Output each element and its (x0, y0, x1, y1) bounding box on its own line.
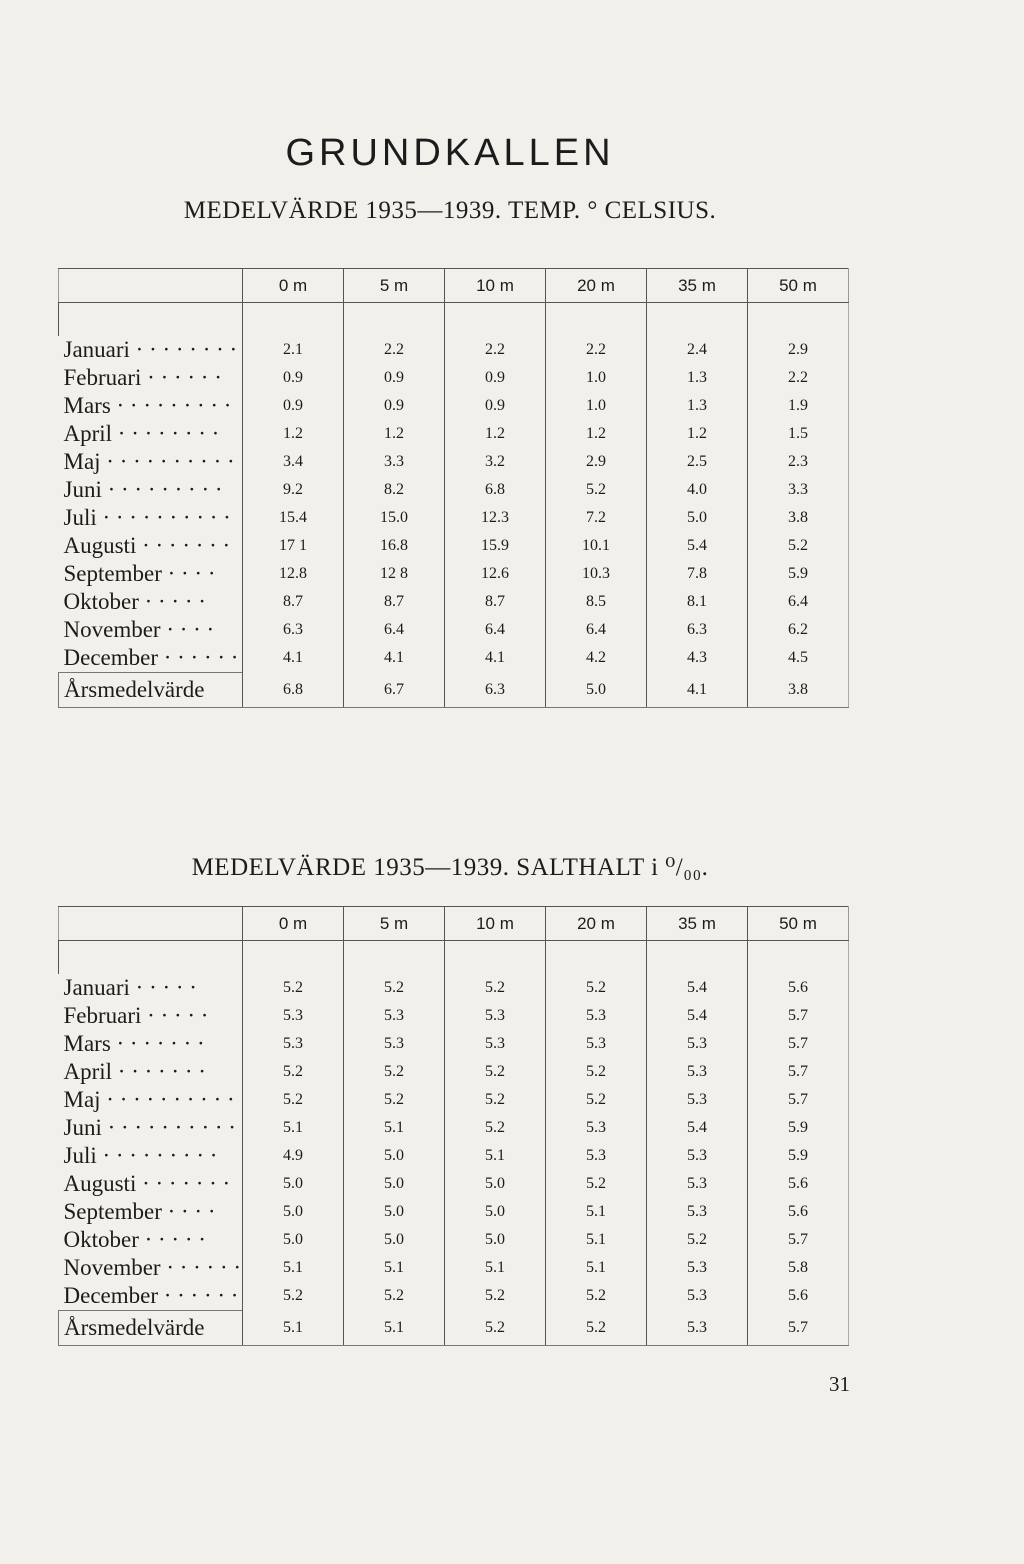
value-cell: 0.9 (445, 392, 546, 420)
month-label: Mars · · · · · · · (63, 1031, 205, 1056)
value-cell: 5.6 (748, 1170, 849, 1198)
value-cell: 6.4 (546, 616, 647, 644)
value-cell: 1.2 (546, 420, 647, 448)
value-cell: 0.9 (344, 392, 445, 420)
annual-value-cell: 6.7 (344, 673, 445, 708)
value-cell: 5.4 (647, 974, 748, 1002)
spacer-row (59, 303, 849, 337)
value-cell: 8.5 (546, 588, 647, 616)
value-cell: 5.2 (243, 1058, 344, 1086)
annual-value-cell: 5.3 (647, 1311, 748, 1346)
value-cell: 5.3 (445, 1002, 546, 1030)
table-row (59, 1114, 849, 1142)
value-cell: 6.2 (748, 616, 849, 644)
month-label: December · · · · · · (63, 645, 239, 670)
value-cell: 15.9 (445, 532, 546, 560)
month-label: April · · · · · · · (63, 1059, 206, 1084)
month-label: Juli · · · · · · · · · · (63, 505, 231, 530)
value-cell: 5.0 (344, 1142, 445, 1170)
value-cell: 5.0 (344, 1198, 445, 1226)
value-cell: 0.9 (445, 364, 546, 392)
value-cell: 1.5 (748, 420, 849, 448)
value-cell: 5.3 (243, 1030, 344, 1058)
annual-value-cell: 5.1 (243, 1311, 344, 1346)
value-cell: 5.9 (748, 560, 849, 588)
value-cell: 7.2 (546, 504, 647, 532)
value-cell: 5.3 (344, 1002, 445, 1030)
spacer-cell (546, 303, 647, 337)
month-label: Mars · · · · · · · · · (63, 393, 232, 418)
value-cell: 5.2 (243, 1086, 344, 1114)
value-cell: 5.3 (647, 1058, 748, 1086)
column-header: 35 m (647, 907, 748, 941)
value-cell: 5.3 (243, 1002, 344, 1030)
value-cell: 5.0 (445, 1170, 546, 1198)
annual-label: Årsmedelvärde (59, 673, 243, 708)
value-cell: 5.8 (748, 1254, 849, 1282)
value-cell: 1.2 (243, 420, 344, 448)
value-cell: 5.2 (546, 476, 647, 504)
annual-label: Årsmedelvärde (59, 1311, 243, 1346)
month-label: Juni · · · · · · · · · (63, 477, 223, 502)
table-row (59, 1058, 849, 1086)
value-cell: 1.3 (647, 364, 748, 392)
spacer-cell (647, 303, 748, 337)
month-label: November · · · · (63, 617, 215, 642)
value-cell: 3.4 (243, 448, 344, 476)
value-cell: 4.3 (647, 644, 748, 673)
value-cell: 5.1 (445, 1142, 546, 1170)
table-row (59, 1198, 849, 1226)
value-cell: 5.0 (243, 1226, 344, 1254)
value-cell: 3.3 (344, 448, 445, 476)
table-row (59, 448, 849, 476)
value-cell: 2.9 (546, 448, 647, 476)
annual-value-cell: 6.3 (445, 673, 546, 708)
value-cell: 2.9 (748, 336, 849, 364)
value-cell: 2.4 (647, 336, 748, 364)
column-header: 50 m (748, 269, 849, 303)
value-cell: 5.0 (445, 1226, 546, 1254)
month-label: Maj · · · · · · · · · · (63, 449, 235, 474)
month-label: September · · · · (63, 1199, 216, 1224)
spacer-cell (243, 941, 344, 975)
value-cell: 4.1 (445, 644, 546, 673)
value-cell: 4.5 (748, 644, 849, 673)
value-cell: 5.1 (344, 1254, 445, 1282)
table-row (59, 1170, 849, 1198)
value-cell: 5.6 (748, 1198, 849, 1226)
month-label: Januari · · · · · (63, 975, 197, 1000)
page-number: 31 (829, 1372, 850, 1396)
value-cell: 2.2 (344, 336, 445, 364)
spacer-cell (445, 303, 546, 337)
table-row (59, 1226, 849, 1254)
column-header: 5 m (344, 907, 445, 941)
month-label: Juli · · · · · · · · · (63, 1143, 218, 1168)
table-row (59, 1086, 849, 1114)
value-cell: 5.2 (647, 1226, 748, 1254)
value-cell: 5.4 (647, 532, 748, 560)
table-row (59, 476, 849, 504)
value-cell: 5.3 (647, 1282, 748, 1311)
value-cell: 5.9 (748, 1142, 849, 1170)
value-cell: 2.1 (243, 336, 344, 364)
table-row (59, 1142, 849, 1170)
spacer-cell (546, 941, 647, 975)
value-cell: 5.7 (748, 1030, 849, 1058)
value-cell: 5.3 (445, 1030, 546, 1058)
value-cell: 17 1 (243, 532, 344, 560)
spacer-cell (59, 303, 243, 337)
value-cell: 15.0 (344, 504, 445, 532)
table-row (59, 1254, 849, 1282)
value-cell: 5.3 (647, 1030, 748, 1058)
value-cell: 5.7 (748, 1086, 849, 1114)
month-label: Oktober · · · · · (63, 589, 206, 614)
table-row (59, 364, 849, 392)
value-cell: 5.7 (748, 1226, 849, 1254)
month-label: Maj · · · · · · · · · · (63, 1087, 235, 1112)
spacer-cell (344, 303, 445, 337)
value-cell: 5.1 (445, 1254, 546, 1282)
value-cell: 5.3 (546, 1030, 647, 1058)
value-cell: 5.2 (748, 532, 849, 560)
value-cell: 8.2 (344, 476, 445, 504)
value-cell: 0.9 (243, 364, 344, 392)
value-cell: 5.3 (647, 1198, 748, 1226)
value-cell: 4.9 (243, 1142, 344, 1170)
column-header: 0 m (243, 269, 344, 303)
value-cell: 4.1 (344, 644, 445, 673)
month-label: Januari · · · · · · · · (63, 337, 238, 362)
value-cell: 5.1 (546, 1226, 647, 1254)
table-row (59, 1002, 849, 1030)
value-cell: 5.3 (546, 1142, 647, 1170)
value-cell: 16.8 (344, 532, 445, 560)
annual-value-cell: 5.2 (445, 1311, 546, 1346)
value-cell: 7.8 (647, 560, 748, 588)
value-cell: 6.4 (344, 616, 445, 644)
month-label: April · · · · · · · · (63, 421, 220, 446)
value-cell: 3.3 (748, 476, 849, 504)
annual-value-cell: 5.1 (344, 1311, 445, 1346)
table-row (59, 974, 849, 1002)
value-cell: 0.9 (243, 392, 344, 420)
value-cell: 9.2 (243, 476, 344, 504)
value-cell: 5.0 (344, 1170, 445, 1198)
header-label-cell (59, 269, 243, 303)
value-cell: 5.7 (748, 1058, 849, 1086)
value-cell: 12 8 (344, 560, 445, 588)
value-cell: 5.3 (344, 1030, 445, 1058)
annual-value-cell: 4.1 (647, 673, 748, 708)
value-cell: 0.9 (344, 364, 445, 392)
value-cell: 5.2 (546, 1058, 647, 1086)
value-cell: 3.2 (445, 448, 546, 476)
value-cell: 2.2 (546, 336, 647, 364)
table-row (59, 532, 849, 560)
column-header: 20 m (546, 269, 647, 303)
annual-value-cell: 5.2 (546, 1311, 647, 1346)
month-label: September · · · · (63, 561, 216, 586)
page-title: GRUNDKALLEN (285, 132, 615, 174)
month-label: Oktober · · · · · (63, 1227, 206, 1252)
temperature-heading: MEDELVÄRDE 1935—1939. TEMP. ° CELSIUS. (183, 197, 717, 224)
table-row (59, 560, 849, 588)
column-header: 10 m (445, 269, 546, 303)
table-row (59, 1030, 849, 1058)
value-cell: 12.8 (243, 560, 344, 588)
value-cell: 5.0 (344, 1226, 445, 1254)
value-cell: 6.8 (445, 476, 546, 504)
salinity-header-row (59, 907, 849, 941)
month-label: Februari · · · · · · (63, 365, 222, 390)
value-cell: 6.4 (445, 616, 546, 644)
value-cell: 1.2 (445, 420, 546, 448)
annual-value-cell: 3.8 (748, 673, 849, 708)
month-label: Augusti · · · · · · · (63, 533, 231, 558)
spacer-cell (243, 303, 344, 337)
value-cell: 2.2 (748, 364, 849, 392)
value-cell: 5.2 (445, 974, 546, 1002)
month-label: December · · · · · · (63, 1283, 239, 1308)
temperature-header-row (59, 269, 849, 303)
salinity-table (58, 906, 849, 1346)
value-cell: 6.3 (243, 616, 344, 644)
value-cell: 5.2 (344, 1058, 445, 1086)
value-cell: 10.3 (546, 560, 647, 588)
value-cell: 6.4 (748, 588, 849, 616)
value-cell: 4.1 (243, 644, 344, 673)
month-label: Februari · · · · · (63, 1003, 209, 1028)
column-header: 10 m (445, 907, 546, 941)
spacer-row (59, 941, 849, 975)
spacer-cell (748, 303, 849, 337)
value-cell: 5.2 (445, 1282, 546, 1311)
value-cell: 5.3 (647, 1142, 748, 1170)
value-cell: 5.0 (243, 1170, 344, 1198)
value-cell: 5.2 (243, 974, 344, 1002)
value-cell: 5.2 (344, 1086, 445, 1114)
value-cell: 5.2 (546, 1086, 647, 1114)
table-row (59, 616, 849, 644)
value-cell: 5.1 (243, 1254, 344, 1282)
value-cell: 5.2 (344, 974, 445, 1002)
value-cell: 5.2 (546, 1170, 647, 1198)
value-cell: 1.9 (748, 392, 849, 420)
value-cell: 5.6 (748, 974, 849, 1002)
value-cell: 2.5 (647, 448, 748, 476)
value-cell: 1.2 (344, 420, 445, 448)
table-row (59, 1282, 849, 1311)
value-cell: 4.2 (546, 644, 647, 673)
column-header: 5 m (344, 269, 445, 303)
value-cell: 10.1 (546, 532, 647, 560)
month-label: November · · · · · · (63, 1255, 242, 1280)
table-row (59, 588, 849, 616)
annual-row (59, 1311, 849, 1346)
header-label-cell (59, 907, 243, 941)
salinity-heading: MEDELVÄRDE 1935—1939. SALTHALT i ⁰/₀₀. (191, 854, 709, 881)
value-cell: 2.2 (445, 336, 546, 364)
annual-value-cell: 6.8 (243, 673, 344, 708)
month-label: Augusti · · · · · · · (63, 1171, 231, 1196)
value-cell: 8.7 (445, 588, 546, 616)
value-cell: 8.1 (647, 588, 748, 616)
value-cell: 5.3 (647, 1170, 748, 1198)
spacer-cell (344, 941, 445, 975)
value-cell: 5.3 (546, 1114, 647, 1142)
column-header: 0 m (243, 907, 344, 941)
value-cell: 5.7 (748, 1002, 849, 1030)
value-cell: 4.0 (647, 476, 748, 504)
value-cell: 15.4 (243, 504, 344, 532)
value-cell: 5.3 (546, 1002, 647, 1030)
value-cell: 5.2 (546, 974, 647, 1002)
value-cell: 5.9 (748, 1114, 849, 1142)
annual-value-cell: 5.0 (546, 673, 647, 708)
spacer-cell (647, 941, 748, 975)
value-cell: 5.0 (647, 504, 748, 532)
value-cell: 5.6 (748, 1282, 849, 1311)
table-row (59, 392, 849, 420)
annual-value-cell: 5.7 (748, 1311, 849, 1346)
value-cell: 5.3 (647, 1086, 748, 1114)
value-cell: 5.1 (546, 1198, 647, 1226)
value-cell: 12.3 (445, 504, 546, 532)
value-cell: 5.2 (344, 1282, 445, 1311)
column-header: 35 m (647, 269, 748, 303)
temperature-table (58, 268, 849, 708)
value-cell: 5.3 (647, 1254, 748, 1282)
value-cell: 5.0 (243, 1198, 344, 1226)
table-row (59, 420, 849, 448)
value-cell: 3.8 (748, 504, 849, 532)
value-cell: 5.2 (243, 1282, 344, 1311)
value-cell: 5.2 (445, 1114, 546, 1142)
value-cell: 1.0 (546, 364, 647, 392)
table-row (59, 504, 849, 532)
value-cell: 5.2 (546, 1282, 647, 1311)
month-label: Juni · · · · · · · · · · (63, 1115, 236, 1140)
table-row (59, 644, 849, 673)
value-cell: 5.1 (546, 1254, 647, 1282)
value-cell: 5.1 (344, 1114, 445, 1142)
value-cell: 5.2 (445, 1058, 546, 1086)
column-header: 50 m (748, 907, 849, 941)
value-cell: 5.0 (445, 1198, 546, 1226)
value-cell: 5.4 (647, 1002, 748, 1030)
column-header: 20 m (546, 907, 647, 941)
spacer-cell (59, 941, 243, 975)
table-row (59, 336, 849, 364)
value-cell: 8.7 (344, 588, 445, 616)
value-cell: 5.4 (647, 1114, 748, 1142)
value-cell: 2.3 (748, 448, 849, 476)
value-cell: 1.2 (647, 420, 748, 448)
annual-row (59, 673, 849, 708)
spacer-cell (445, 941, 546, 975)
value-cell: 6.3 (647, 616, 748, 644)
value-cell: 8.7 (243, 588, 344, 616)
value-cell: 12.6 (445, 560, 546, 588)
value-cell: 1.0 (546, 392, 647, 420)
value-cell: 1.3 (647, 392, 748, 420)
value-cell: 5.1 (243, 1114, 344, 1142)
value-cell: 5.2 (445, 1086, 546, 1114)
spacer-cell (748, 941, 849, 975)
